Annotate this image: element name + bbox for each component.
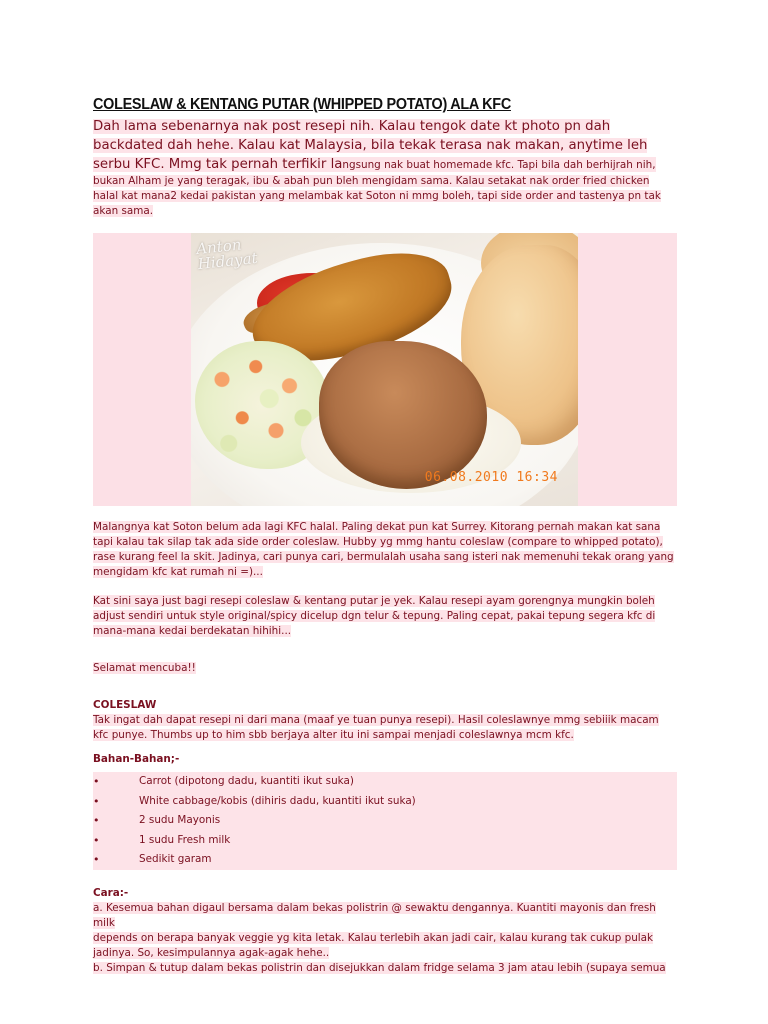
intro-line: backdated dah hehe. Kalau kat Malaysia, bila tekak terasa nak makan, anytime leh (93, 138, 648, 153)
intro-line: Dah lama sebenarnya nak post resepi nih. Kalau tengok date kt photo pn dah (93, 119, 611, 134)
ingredient-list (93, 772, 677, 870)
text-line: mengidam kfc kat rumah ni =)... (93, 566, 263, 578)
list-item: • White cabbage/kobis (dihiris dadu, kuantiti ikut suka) (93, 792, 677, 812)
intro-line: bukan Alham je yang teragak, ibu & abah pun bleh mengidam sama. Kalau setakat nak order fried chicken (93, 175, 650, 187)
text-line: tapi kalau tak silap tak ada side order coleslaw. Hubby yg mmg hantu coleslaw (compare to whipped potato), (93, 536, 663, 548)
closing-line: Selamat mencuba!! (93, 662, 196, 674)
photo-watermark: Anton Hidayat (195, 235, 259, 274)
list-item: • Carrot (dipotong dadu, kuantiti ikut suka) (93, 772, 677, 792)
bullet-icon: • (93, 853, 100, 866)
bullet-icon: • (93, 775, 100, 788)
text-line: rase kurang feel la skit. Jadinya, cari punya cari, bermulalah usaha sang isteri nak memenuhi tekak orang yang (93, 551, 674, 563)
bahan-heading: Bahan-Bahan;- (93, 753, 180, 765)
intro-line: akan sama. (93, 205, 154, 217)
photo-block (93, 233, 677, 506)
text-line: b. Simpan & tutup dalam bekas polistrin dan disejukkan dalam fridge selama 3 jam atau lebih (supaya semua (93, 961, 666, 974)
bullet-icon: • (93, 833, 100, 847)
document-page (93, 96, 677, 976)
kfc-meal-photo (191, 233, 578, 506)
intro-paragraph (93, 117, 677, 219)
list-item: • Sedikit garam (93, 850, 677, 870)
paragraph-resepi (93, 594, 677, 639)
text-line: a. Kesemua bahan digaul bersama dalam bekas polistrin @ sewaktu dengannya. Kuantiti mayonis dan fresh milk (93, 901, 656, 929)
coleslaw-heading: COLESLAW (93, 699, 157, 711)
text-line: depends on berapa banyak veggie yg kita letak. Kalau terlebih akan jadi cair, kalau kurang tak cukup pulak (93, 931, 654, 944)
photo-date-stamp: 06.08.2010 16:34 (424, 470, 558, 485)
text-line: Tak ingat dah dapat resepi ni dari mana (maaf ye tuan punya resepi). Hasil coleslawnye mmg sebiiik macam (93, 714, 659, 726)
page-title: COLESLAW & KENTANG PUTAR (WHIPPED POTATO) ALA KFC (93, 96, 511, 113)
text-line: adjust sendiri untuk style original/spicy dicelup dgn telur & tepung. Paling cepat, pakai tepung segera kfc di (93, 610, 656, 622)
text-line: jadinya. So, kesimpulannya agak-agak hehe.. (93, 946, 330, 959)
paragraph-soton (93, 520, 677, 580)
list-item: • 2 sudu Mayonis (93, 811, 677, 831)
intro-line: halal kat mana2 kedai pakistan yang melambak kat Soton ni mmg boleh, tapi side order and tastenya pn tak (93, 190, 661, 202)
gravy (319, 341, 487, 489)
text-line: mana-mana kedai berdekatan hihihi... (93, 625, 292, 637)
text-line: Kat sini saya just bagi resepi coleslaw & kentang putar je yek. Kalau resepi ayam gorengnya mungkin boleh (93, 595, 655, 607)
bullet-icon: • (93, 814, 100, 827)
cara-heading: Cara:- (93, 886, 129, 899)
cara-steps (93, 901, 677, 976)
bullet-icon: • (93, 794, 100, 808)
text-line: kfc punye. Thumbs up to him sbb berjaya alter itu ini sampai menjadi coleslawnya mcm kfc. (93, 729, 574, 741)
coleslaw-description (93, 713, 677, 743)
intro-line: serbu KFC. Mmg tak pernah terfikir langsung nak buat homemade kfc. Tapi bila dah berhijrah nih, (93, 157, 656, 172)
text-line: Malangnya kat Soton belum ada lagi KFC halal. Paling dekat pun kat Surrey. Kitorang pernah makan kat sana (93, 521, 661, 533)
list-item: • 1 sudu Fresh milk (93, 831, 677, 851)
